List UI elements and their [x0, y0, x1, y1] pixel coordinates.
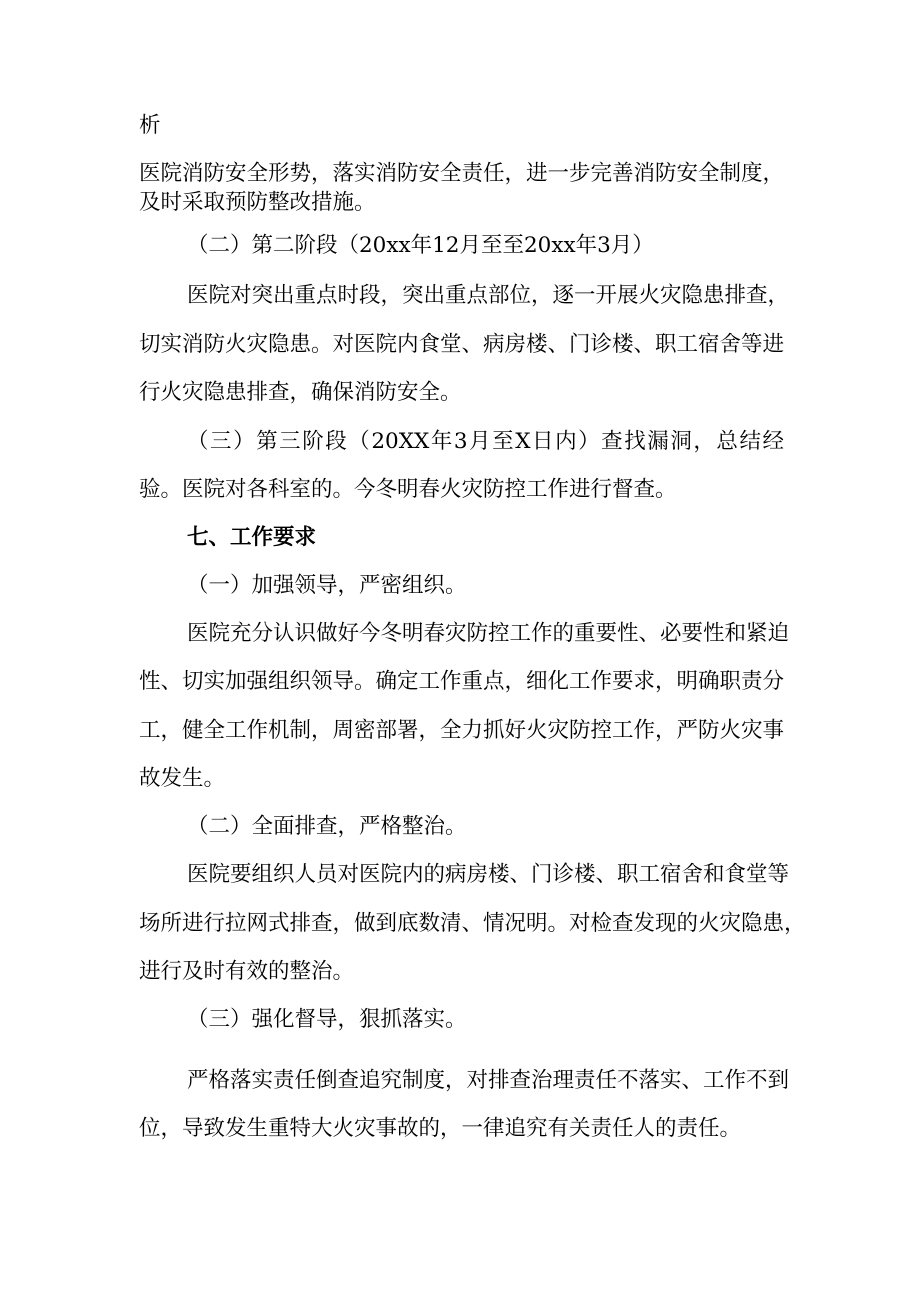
text-line: 故发生。 — [139, 766, 226, 791]
text-line: 场所进行拉网式排查，做到底数清、情况明。对检查发现的火灾隐患， — [139, 911, 806, 936]
section-title: 七、工作要求 — [187, 525, 317, 550]
sub-heading: （三）强化督导，狠抓落实。 — [187, 1007, 467, 1032]
text-line: 位，导致发生重特大火灾事故的，一律追究有关责任人的责任。 — [139, 1116, 742, 1141]
sub-heading: （一）加强领导，严密组织。 — [187, 573, 467, 598]
text-line: 医院充分认识做好今冬明春灾防控工作的重要性、必要性和紧迫 — [187, 621, 790, 646]
text-line: 及时采取预防整改措施。 — [139, 190, 376, 215]
text-line: 行火灾隐患排查，确保消防安全。 — [139, 380, 462, 405]
text-line: 析 — [139, 113, 161, 138]
text-line: 医院消防安全形势，落实消防安全责任，进一步完善消防安全制度， — [139, 161, 785, 186]
section-heading: （二）第二阶段（20xx年12月至至20xx年3月） — [187, 233, 654, 258]
sub-heading: （二）全面排查，严格整治。 — [187, 814, 467, 839]
text-line: 性、切实加强组织领导。确定工作重点，细化工作要求，明确职责分 — [139, 669, 785, 694]
text-line: 进行及时有效的整治。 — [139, 959, 355, 984]
text-line: 医院对突出重点时段，突出重点部位，逐一开展火灾隐患排查， — [187, 283, 790, 308]
text-line: 验。医院对各科室的。今冬明春火灾防控工作进行督查。 — [139, 477, 677, 502]
text-line: 切实消防火灾隐患。对医院内食堂、病房楼、门诊楼、职工宿舍等进 — [139, 332, 785, 357]
text-line: 严格落实责任倒查追究制度，对排查治理责任不落实、工作不到 — [187, 1068, 790, 1093]
text-line: 医院要组织人员对医院内的病房楼、门诊楼、职工宿舍和食堂等 — [187, 862, 790, 887]
text-line: （三）第三阶段（20XX年3月至X日内）查找漏洞，总结经 — [187, 429, 784, 454]
text-line: 工，健全工作机制，周密部署，全力抓好火灾防控工作，严防火灾事 — [139, 718, 785, 743]
